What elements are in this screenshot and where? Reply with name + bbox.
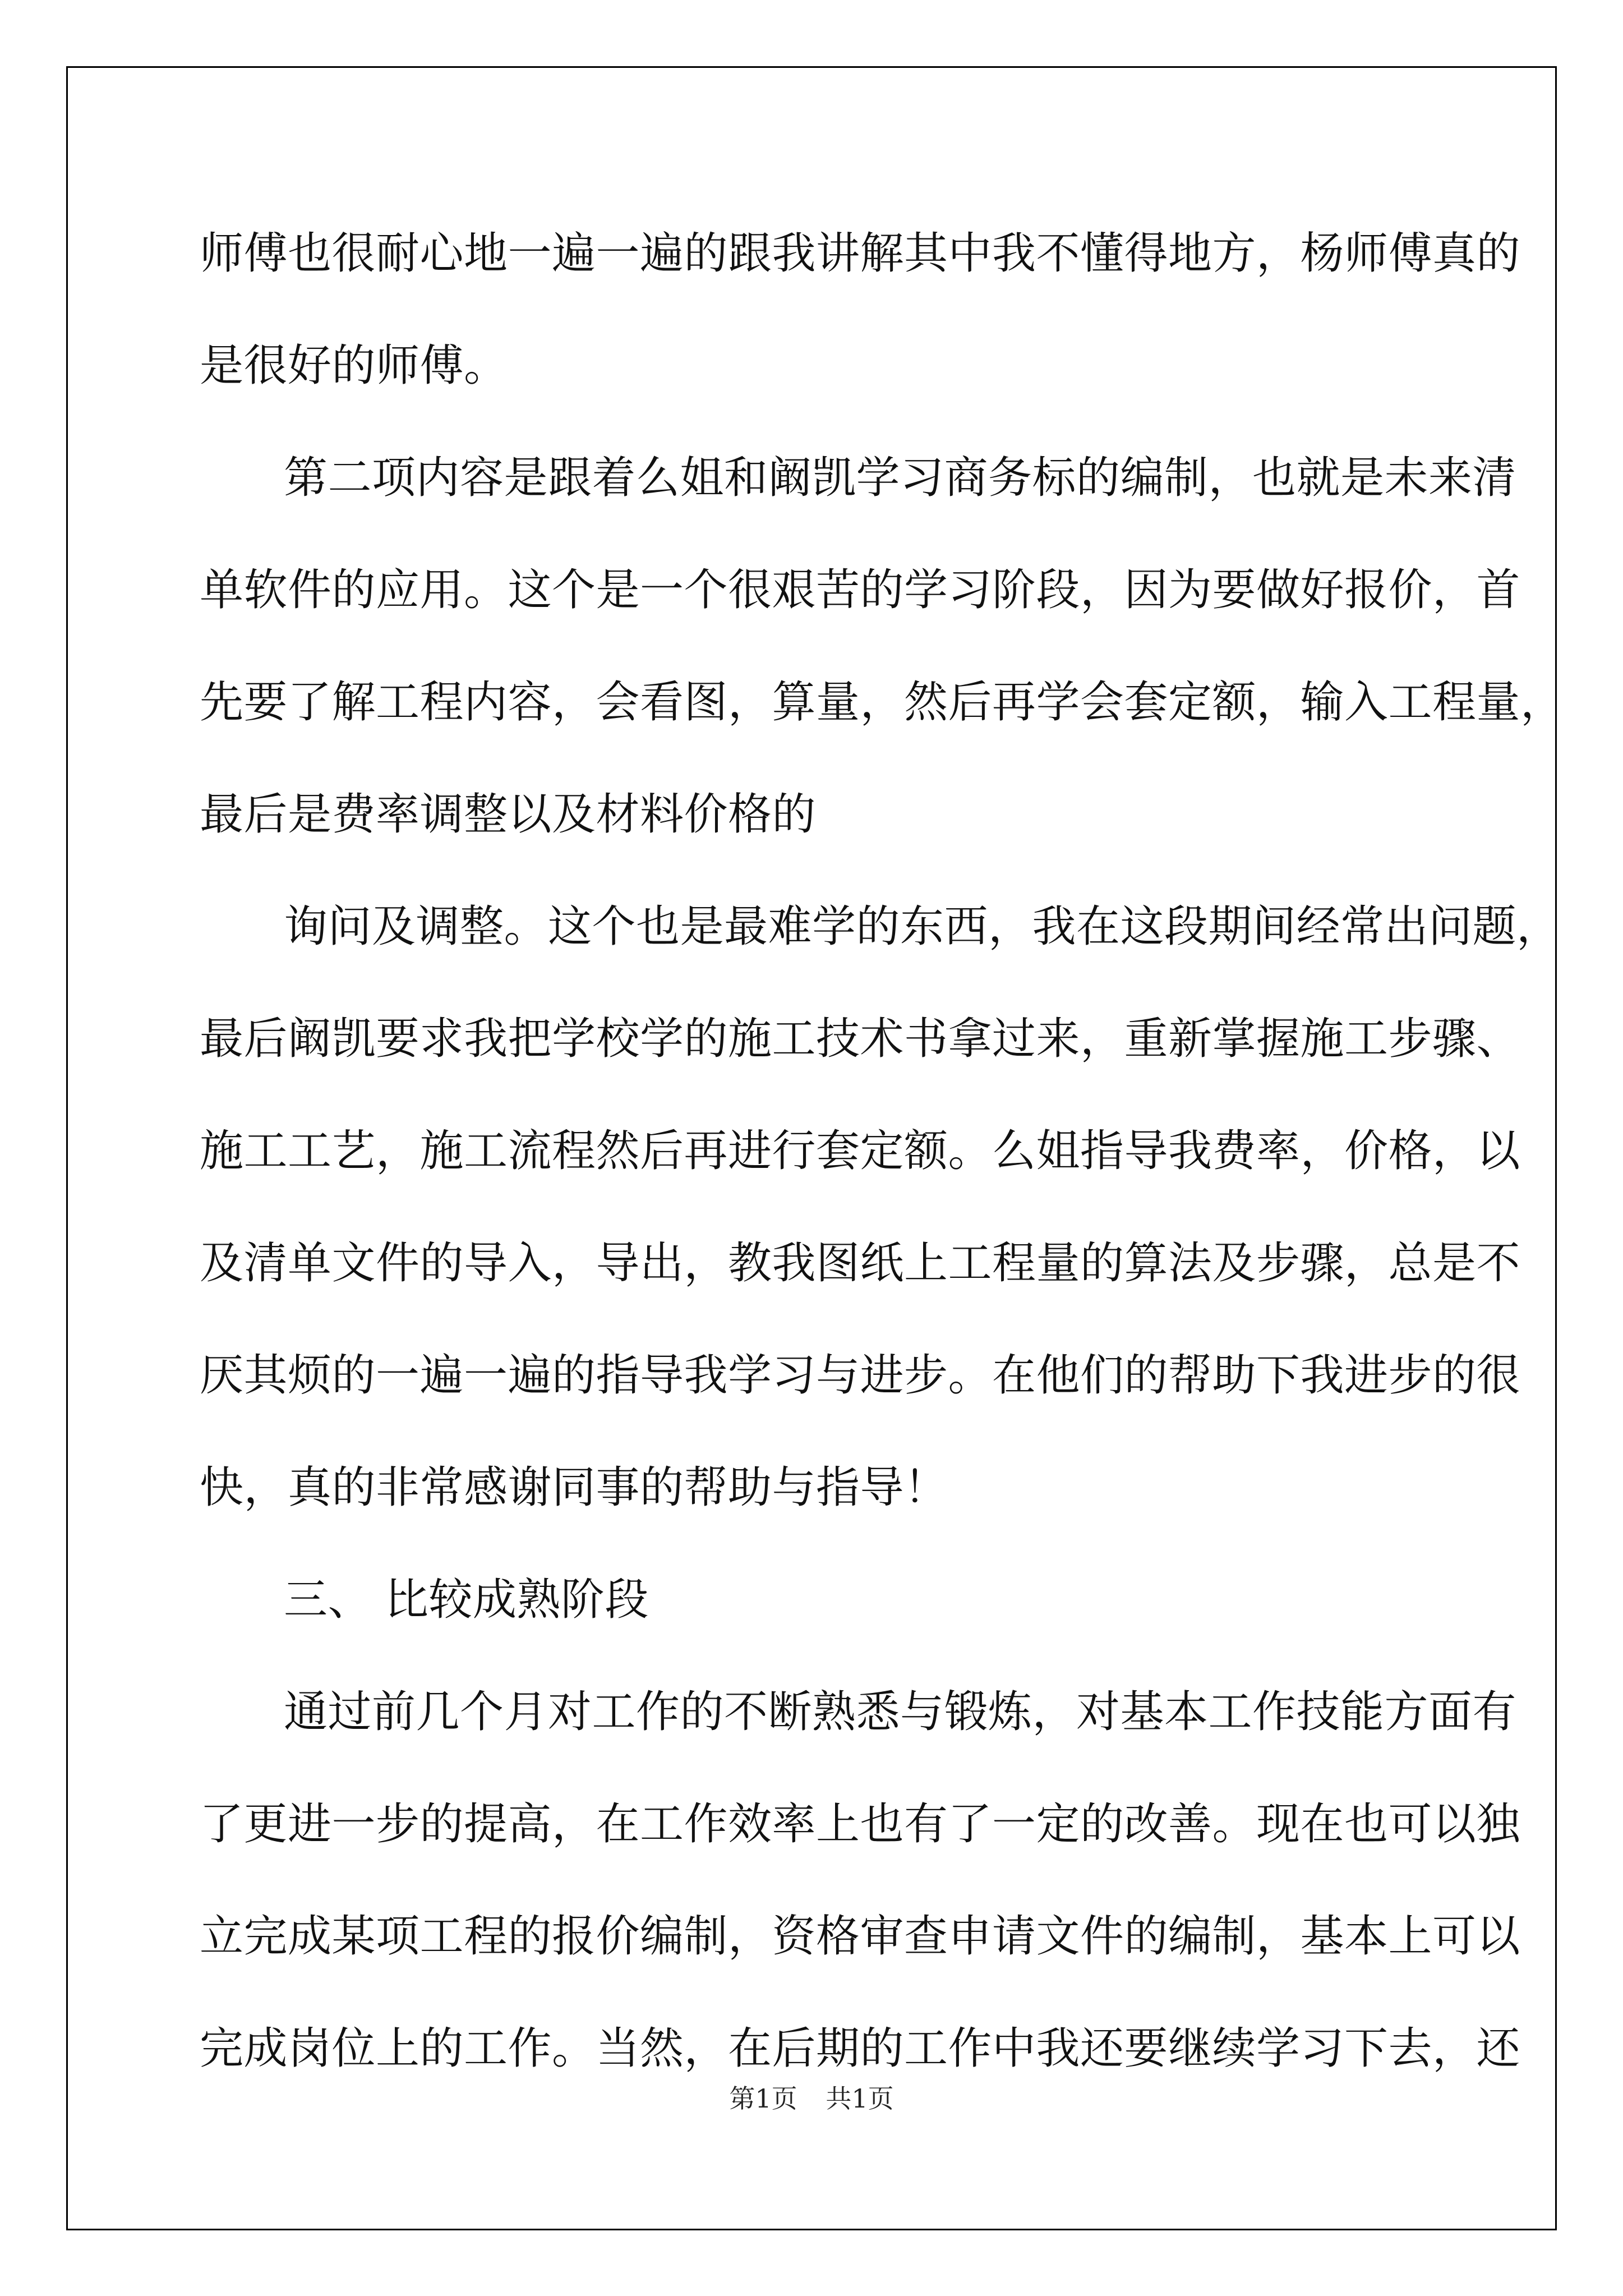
- text-line: 厌其烦的一遍一遍的指导我学习与进步。在他们的帮助下我进步的很: [200, 1350, 1521, 1401]
- text-line: 是很好的师傅。: [200, 341, 508, 391]
- text-line: 及清单文件的导入，导出，教我图纸上工程量的算法及步骤，总是不: [200, 1238, 1521, 1289]
- section-title: 比较成熟阶段: [385, 1575, 649, 1625]
- text-line: 单软件的应用。这个是一个很艰苦的学习阶段，因为要做好报价，首: [200, 565, 1521, 615]
- text-line: 施工工艺，施工流程然后再进行套定额。么姐指导我费率，价格，以: [200, 1126, 1521, 1176]
- text-line: 最后阚凯要求我把学校学的施工技术书拿过来，重新掌握施工步骤、: [200, 1014, 1521, 1064]
- page-number: 第1页: [729, 2083, 797, 2114]
- text-line: 快，真的非常感谢同事的帮助与指导！: [200, 1462, 948, 1513]
- page-footer: [0, 2078, 1623, 2115]
- text-line: 师傅也很耐心地一遍一遍的跟我讲解其中我不懂得地方，杨师傅真的: [200, 228, 1521, 279]
- text-line: 第二项内容是跟着么姐和阚凯学习商务标的编制，也就是未来清: [284, 453, 1517, 503]
- text-line: 询问及调整。这个也是最难学的东西，我在这段期间经常出问题，: [284, 901, 1561, 952]
- page-total: 共1页: [826, 2083, 894, 2114]
- text-line: 最后是费率调整以及材料价格的: [200, 789, 817, 840]
- text-line: 了更进一步的提高，在工作效率上也有了一定的改善。现在也可以独: [200, 1799, 1521, 1849]
- text-line: 立完成某项工程的报价编制，资格审查申请文件的编制，基本上可以: [200, 1911, 1521, 1962]
- text-line: 通过前几个月对工作的不断熟悉与锻炼，对基本工作技能方面有: [284, 1687, 1517, 1737]
- section-number: 三、: [284, 1575, 372, 1625]
- text-line: 完成岗位上的工作。当然，在后期的工作中我还要继续学习下去，还: [200, 2023, 1521, 2074]
- document-body: [200, 197, 1565, 2105]
- section-heading: [200, 1544, 1450, 1656]
- text-line: 先要了解工程内容，会看图，算量，然后再学会套定额，输入工程量，: [200, 677, 1565, 728]
